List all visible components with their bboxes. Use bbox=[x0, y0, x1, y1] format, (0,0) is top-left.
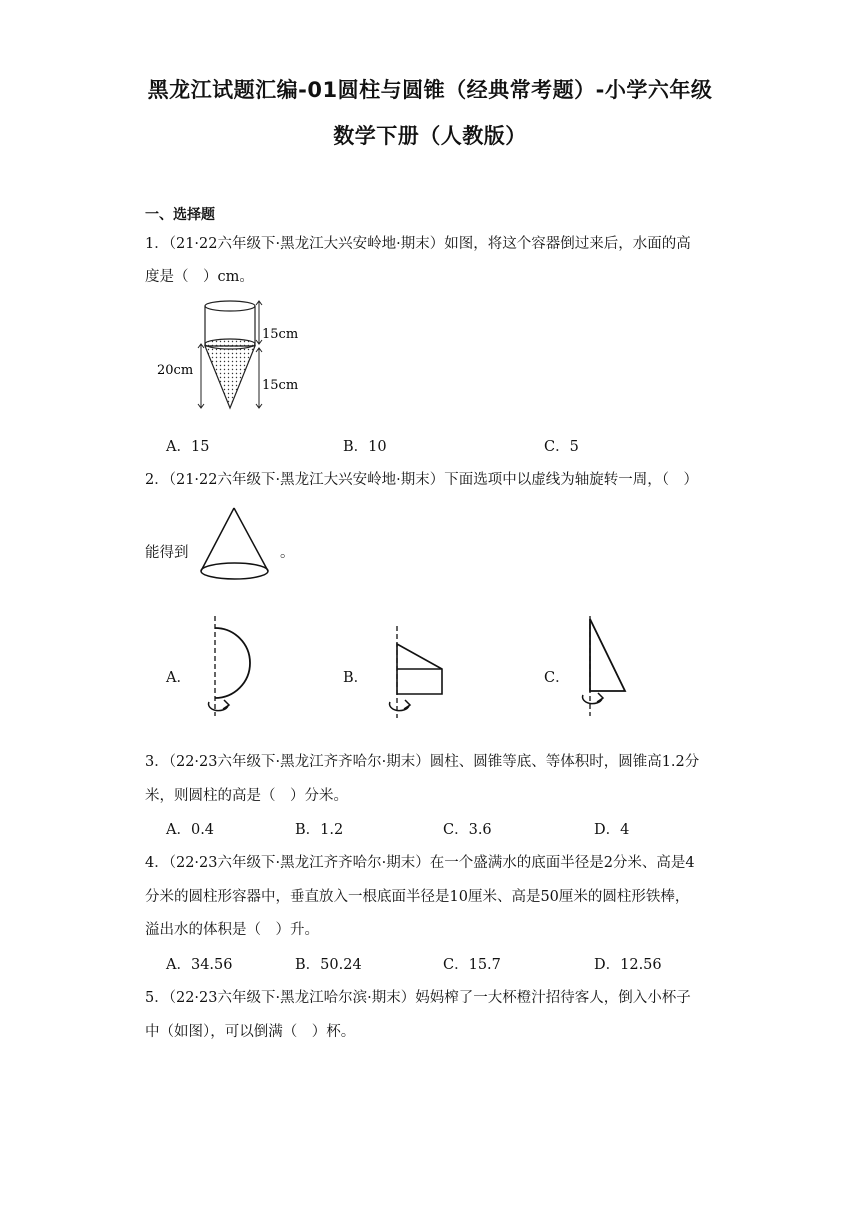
q1-label-top: 15cm bbox=[262, 327, 299, 342]
q4-option-a[interactable]: A．34.56 bbox=[166, 957, 233, 973]
document-title-line2: 数学下册（人教版） bbox=[333, 124, 527, 148]
q1-container-figure bbox=[155, 296, 305, 414]
q4-text-line1: 4．（22·23六年级下·黑龙江齐齐哈尔·期末）在一个盛满水的底面半径是2分米、高是4 bbox=[145, 855, 695, 871]
q2-option-c[interactable]: C． bbox=[544, 670, 570, 686]
q1-text-line2: 度是（ ）cm。 bbox=[145, 269, 254, 285]
q4-text-line3: 溢出水的体积是（ ）升。 bbox=[145, 922, 319, 938]
q2-prefix: 能得到 bbox=[145, 545, 189, 561]
q3-option-b[interactable]: B．1.2 bbox=[295, 822, 344, 838]
q3-option-d[interactable]: D．4 bbox=[594, 822, 630, 838]
q3-option-a[interactable]: A．0.4 bbox=[166, 822, 215, 838]
q5-text-line2: 中（如图），可以倒满（ ）杯。 bbox=[145, 1024, 356, 1040]
q2-option-b[interactable]: B． bbox=[343, 670, 369, 686]
q1-text-line1: 1．（21·22六年级下·黑龙江大兴安岭地·期末）如图，将这个容器倒过来后，水面的高 bbox=[145, 236, 691, 252]
q1-label-left: 20cm bbox=[157, 363, 194, 378]
section-heading: 一、选择题 bbox=[145, 207, 215, 223]
q4-option-c[interactable]: C．15.7 bbox=[443, 957, 501, 973]
q2-option-b-figure bbox=[380, 626, 450, 720]
q4-text-line2: 分米的圆柱形容器中，垂直放入一根底面半径是10厘米、高是50厘米的圆柱形铁棒， bbox=[145, 889, 690, 905]
q2-suffix: 。 bbox=[280, 545, 295, 561]
q2-option-a[interactable]: A． bbox=[166, 670, 191, 686]
q2-option-c-figure bbox=[575, 616, 635, 720]
q1-option-c[interactable]: C．5 bbox=[544, 439, 579, 455]
q2-cone-figure bbox=[197, 505, 273, 583]
q3-option-c[interactable]: C．3.6 bbox=[443, 822, 492, 838]
q4-option-d[interactable]: D．12.56 bbox=[594, 957, 662, 973]
q5-text-line1: 5．（22·23六年级下·黑龙江哈尔滨·期末）妈妈榨了一大杯橙汁招待客人，倒入小杯子 bbox=[145, 990, 691, 1006]
document-title-line1: 黑龙江试题汇编-01圆柱与圆锥（经典常考题）-小学六年级 bbox=[147, 78, 713, 102]
q3-text-line2: 米，则圆柱的高是（ ）分米。 bbox=[145, 788, 348, 804]
q2-text-line1: 2．（21·22六年级下·黑龙江大兴安岭地·期末）下面选项中以虚线为轴旋转一周，（ ） bbox=[145, 472, 698, 488]
q1-option-b[interactable]: B．10 bbox=[343, 439, 387, 455]
q1-label-bottom: 15cm bbox=[262, 378, 299, 393]
q1-container-shape bbox=[205, 301, 255, 408]
q3-text-line1: 3．（22·23六年级下·黑龙江齐齐哈尔·期末）圆柱、圆锥等底、等体积时，圆锥高1.2分 bbox=[145, 754, 700, 770]
q2-option-a-figure bbox=[200, 616, 260, 720]
q4-option-b[interactable]: B．50.24 bbox=[295, 957, 362, 973]
q1-option-a[interactable]: A．15 bbox=[166, 439, 210, 455]
